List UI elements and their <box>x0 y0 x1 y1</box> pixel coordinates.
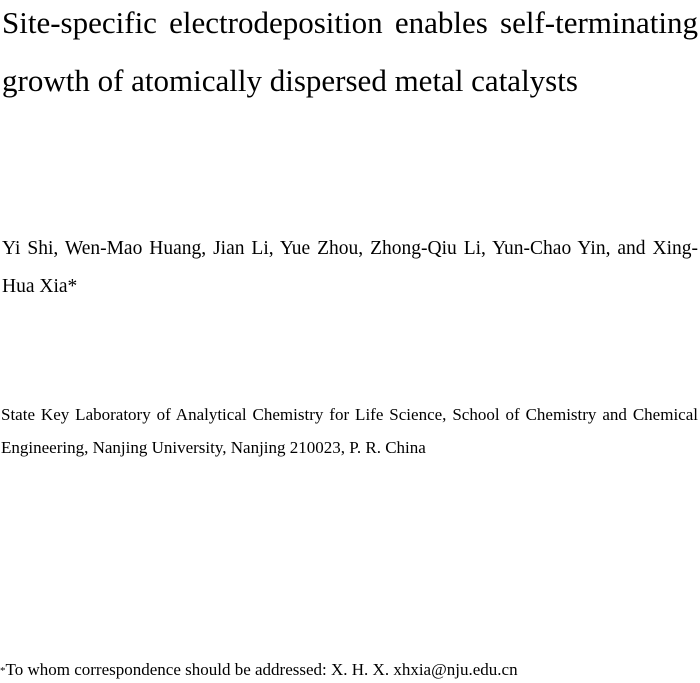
author-list: Yi Shi, Wen-Mao Huang, Jian Li, Yue Zhou, Zhong-Qiu Li, Yun-Chao Yin, and Xing-Hua Xia* <box>2 238 698 297</box>
correspondence-note <box>0 658 698 683</box>
affiliation: State Key Laboratory of Analytical Chemistry for Life Science, School of Chemistry and Chemical Engineering, Nanjing University, Nanjing 210023, P. R. China <box>1 405 698 457</box>
paper-title: Site-specific electrodeposition enables self-terminating growth of atomically dispersed metal catalysts <box>2 5 698 98</box>
correspondence-text: To whom correspondence should be addressed: X. H. X. xhxia@nju.edu.cn <box>5 660 518 679</box>
correspondence-mark: * <box>0 665 6 677</box>
